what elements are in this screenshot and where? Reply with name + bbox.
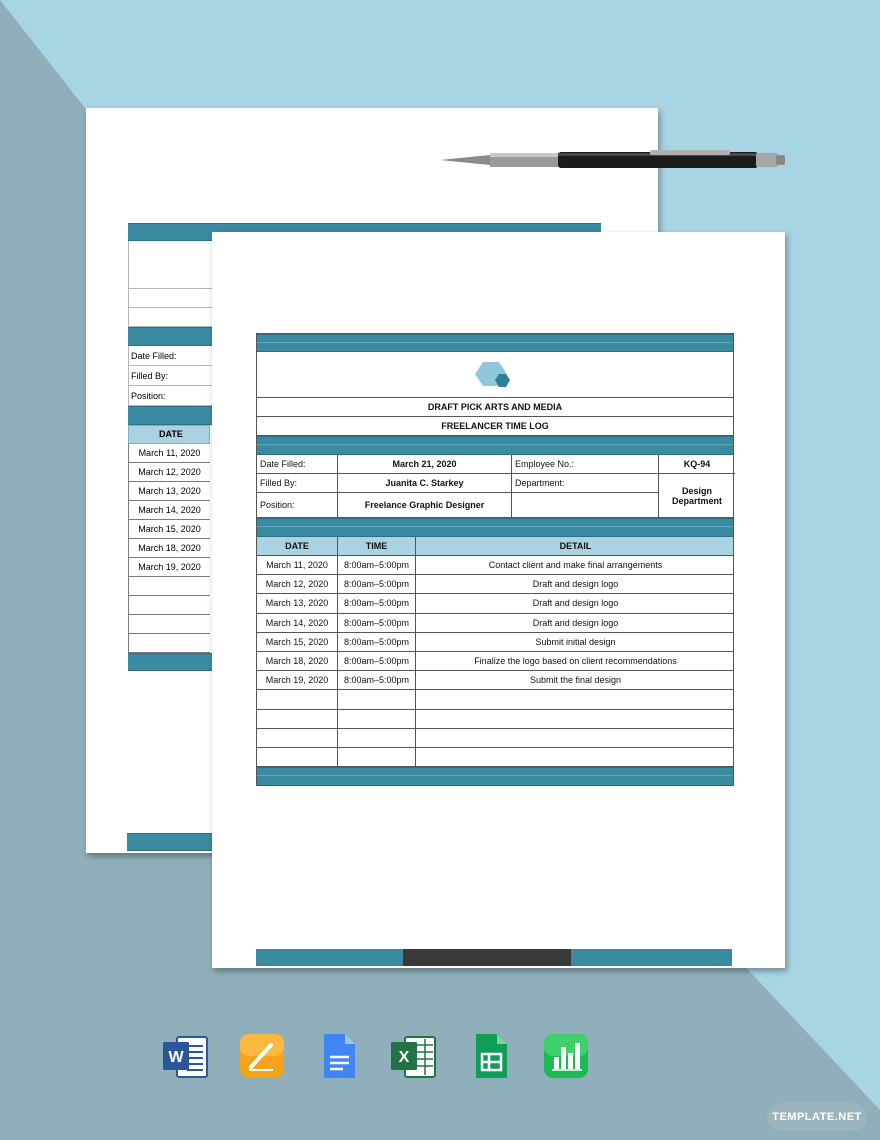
table-row xyxy=(257,594,733,613)
date-filled-label: Date Filled: xyxy=(257,455,338,474)
svg-text:X: X xyxy=(398,1049,410,1066)
back-label-position: Position: xyxy=(128,386,601,406)
word-icon[interactable] xyxy=(163,1033,209,1079)
back-label-date-filled: Date Filled: xyxy=(128,346,601,366)
svg-text:W: W xyxy=(168,1049,184,1066)
back-date-cell: March 11, 2020 xyxy=(128,444,210,463)
footer-band-right xyxy=(571,949,732,966)
back-footer-band xyxy=(127,833,212,851)
cell-date: March 19, 2020 xyxy=(257,671,338,689)
back-label-filled-by: Filled By: xyxy=(128,366,601,386)
date-filled-value: March 21, 2020 xyxy=(338,455,512,474)
employee-no-label: Employee No.: xyxy=(512,455,659,474)
company-name: DRAFT PICK ARTS AND MEDIA xyxy=(257,398,733,417)
table-row xyxy=(257,671,733,690)
google-docs-icon[interactable] xyxy=(315,1033,361,1079)
section-band xyxy=(257,436,733,455)
excel-icon[interactable] xyxy=(391,1033,437,1079)
table-row xyxy=(257,652,733,671)
table-row xyxy=(257,575,733,594)
template-net-badge[interactable]: TEMPLATE.NET xyxy=(767,1103,867,1131)
cell-time: 8:00am–5:00pm xyxy=(338,614,416,632)
back-date-cell xyxy=(128,596,210,615)
cell-time: 8:00am–5:00pm xyxy=(338,671,416,689)
top-band xyxy=(257,334,733,352)
department-value: Design Department xyxy=(671,485,722,506)
back-date-header: DATE xyxy=(128,425,210,444)
back-date-cell: March 12, 2020 xyxy=(128,463,210,482)
table-header xyxy=(257,537,733,556)
cell-time: 8:00am–5:00pm xyxy=(338,594,416,612)
column-header-detail: DETAIL xyxy=(559,541,592,551)
back-date-cell xyxy=(128,577,210,596)
google-sheets-icon[interactable] xyxy=(467,1033,513,1079)
cell-detail: Contact client and make final arrangements xyxy=(488,560,663,570)
page-footer xyxy=(256,949,732,966)
pen-icon xyxy=(440,147,785,171)
position-value: Freelance Graphic Designer xyxy=(338,493,512,517)
pages-icon[interactable] xyxy=(239,1033,285,1079)
cell-detail: Draft and design logo xyxy=(532,617,619,628)
filled-by-value: Juanita C. Starkey xyxy=(338,474,512,493)
table-row xyxy=(257,633,733,652)
cell-date: March 13, 2020 xyxy=(257,594,338,612)
cell-time: 8:00am–5:00pm xyxy=(338,633,416,651)
cell-date: March 15, 2020 xyxy=(257,633,338,651)
position-label: Position: xyxy=(257,493,338,517)
footer-band-center xyxy=(403,949,571,966)
back-date-cell xyxy=(128,634,210,653)
footer-band-left xyxy=(256,949,403,966)
back-date-cell: March 13, 2020 xyxy=(128,482,210,501)
back-date-cell xyxy=(128,615,210,634)
cell-detail: Finalize the logo based on client recommendations xyxy=(474,655,677,666)
cell-time: 8:00am–5:00pm xyxy=(338,575,416,593)
cell-time: 8:00am–5:00pm xyxy=(338,556,416,574)
back-bottom-band xyxy=(128,653,213,671)
department-label: Department: xyxy=(512,474,659,493)
form-title: FREELANCER TIME LOG xyxy=(257,417,733,436)
back-date-cell: March 19, 2020 xyxy=(128,558,210,577)
cell-detail: Draft and design logo xyxy=(532,598,619,609)
column-header-date: DATE xyxy=(257,537,338,555)
numbers-icon[interactable] xyxy=(543,1033,589,1079)
cell-time: 8:00am–5:00pm xyxy=(338,652,416,670)
logo-area xyxy=(257,352,733,398)
empty-cell xyxy=(512,493,659,517)
section-band xyxy=(257,518,733,537)
empty-table-row xyxy=(257,690,733,709)
cell-date: March 14, 2020 xyxy=(257,614,338,632)
back-date-cell: March 18, 2020 xyxy=(128,539,210,558)
empty-table-row xyxy=(257,729,733,748)
back-date-cell: March 15, 2020 xyxy=(128,520,210,539)
cell-detail: Draft and design logo xyxy=(532,579,619,590)
employee-no-value: KQ-94 xyxy=(659,455,735,474)
cell-date: March 18, 2020 xyxy=(257,652,338,670)
table-row xyxy=(257,556,733,575)
back-date-cell: March 14, 2020 xyxy=(128,501,210,520)
front-document-sheet xyxy=(212,232,785,968)
filled-by-label: Filled By: xyxy=(257,474,338,493)
company-logo-icon xyxy=(475,360,515,390)
cell-date: March 12, 2020 xyxy=(257,575,338,593)
cell-date: March 11, 2020 xyxy=(257,556,338,574)
empty-table-row xyxy=(257,710,733,729)
time-log-form xyxy=(256,333,734,786)
cell-detail: Submit initial design xyxy=(535,636,616,647)
column-header-time: TIME xyxy=(338,537,416,555)
info-grid xyxy=(257,455,733,518)
cell-detail: Submit the final design xyxy=(529,675,622,686)
table-row xyxy=(257,614,733,633)
bottom-band xyxy=(257,767,733,785)
app-icon-row xyxy=(163,1033,589,1079)
empty-table-row xyxy=(257,748,733,767)
